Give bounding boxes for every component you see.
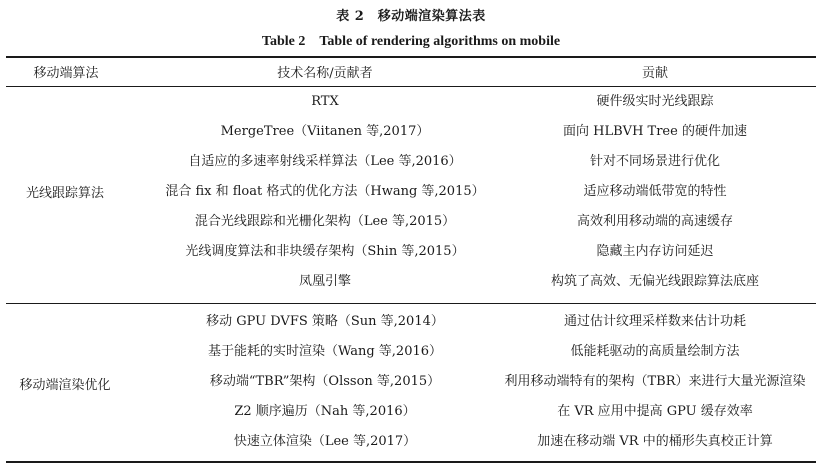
table-row: [0, 307, 822, 337]
contribution-cell: 利用移动端特有的架构（TBR）来进行大量光源渲染: [504, 374, 806, 389]
technique-cell: Z2 顺序遍历（Nah 等,2016）: [234, 404, 416, 419]
contribution-cell: 硬件级实时光线跟踪: [596, 94, 714, 109]
table-row: [0, 427, 822, 457]
group-label: 光线跟踪算法: [25, 186, 104, 201]
table-top-rule: [6, 56, 816, 58]
table-row: [0, 267, 822, 297]
table-row: [0, 397, 822, 427]
contribution-cell: 隐藏主内存访问延迟: [596, 244, 714, 259]
table-caption-en: Table 2 Table of rendering algorithms on mobile: [261, 34, 561, 49]
contribution-cell: 高效利用移动端的高速缓存: [576, 214, 733, 229]
table-row: [0, 237, 822, 267]
contribution-cell: 构筑了高效、无偏光线跟踪算法底座: [550, 274, 759, 289]
technique-cell: 自适应的多速率射线采样算法（Lee 等,2016）: [188, 154, 462, 169]
table-row: [0, 147, 822, 177]
contribution-cell: 适应移动端低带宽的特性: [583, 184, 727, 199]
technique-cell: 混合光线跟踪和光栅化架构（Lee 等,2015）: [194, 214, 456, 229]
technique-cell: 光线调度算法和非块缓存架构（Shin 等,2015）: [185, 244, 465, 259]
header-technique: 技术名称/贡献者: [277, 66, 373, 81]
table-row: [0, 177, 822, 207]
technique-cell: 移动 GPU DVFS 策略（Sun 等,2014）: [206, 314, 444, 329]
table-row: [0, 337, 822, 367]
technique-cell: RTX: [311, 94, 339, 109]
table-row: [0, 207, 822, 237]
contribution-cell: 在 VR 应用中提高 GPU 缓存效率: [557, 404, 753, 419]
contribution-cell: 低能耗驱动的高质量绘制方法: [570, 344, 740, 359]
group-label: 移动端渲染优化: [19, 378, 111, 393]
technique-cell: 混合 fix 和 float 格式的优化方法（Hwang 等,2015）: [165, 184, 485, 199]
header-algorithm: 移动端算法: [33, 66, 99, 81]
table-row: [0, 87, 822, 117]
technique-cell: 凤凰引擎: [298, 274, 351, 289]
technique-cell: MergeTree（Viitanen 等,2017）: [220, 124, 430, 139]
contribution-cell: 加速在移动端 VR 中的桶形失真校正计算: [537, 434, 773, 449]
table-bottom-rule: [6, 461, 816, 463]
table-row: [0, 117, 822, 147]
contribution-cell: 针对不同场景进行优化: [589, 154, 720, 169]
technique-cell: 基于能耗的实时渲染（Wang 等,2016）: [207, 344, 443, 359]
contribution-cell: 面向 HLBVH Tree 的硬件加速: [563, 124, 747, 139]
table-row: [0, 367, 822, 397]
group-divider-rule: [6, 303, 816, 304]
header-contribution: 贡献: [641, 66, 668, 81]
contribution-cell: 通过估计纹理采样数来估计功耗: [563, 314, 746, 329]
table-caption-cn: 表 2 移动端渲染算法表: [336, 9, 486, 24]
technique-cell: 快速立体渲染（Lee 等,2017）: [233, 434, 417, 449]
technique-cell: 移动端“TBR”架构（Olsson 等,2015）: [209, 374, 441, 389]
